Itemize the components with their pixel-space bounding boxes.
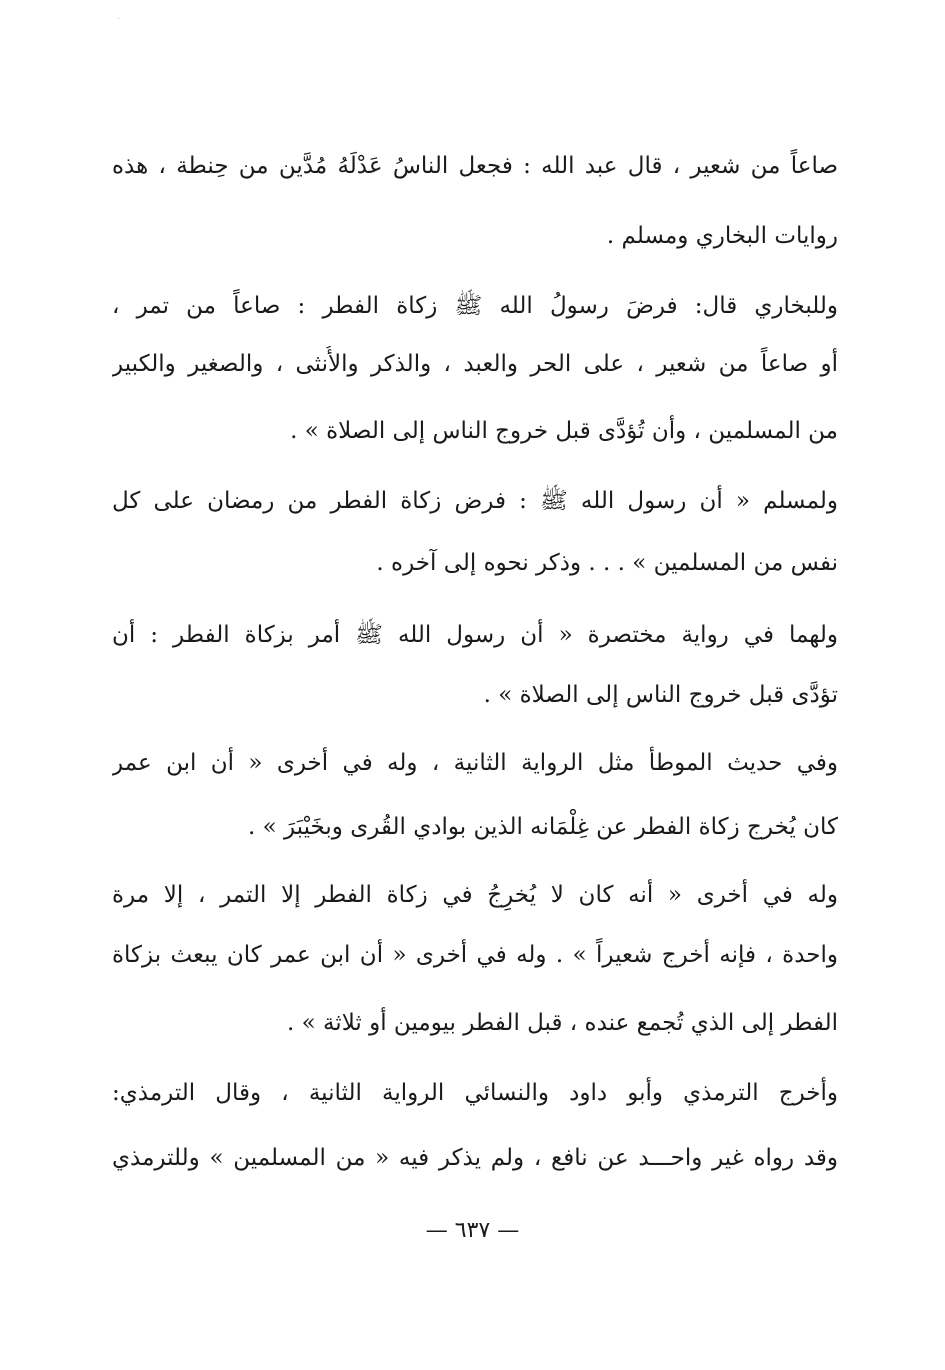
text-line-14: الفطر إلى الذي تُجمع عنده ، قبل الفطر بيومين أو ثلاثة » .	[286, 1010, 838, 1036]
text-line-11: كان يُخرج زكاة الفطر عن غِلْمَانه الذين بوادي القُرى وبخَيْبَرَ » .	[247, 814, 838, 840]
text-line-8: ولهما في رواية مختصرة « أن رسول الله ﷺ أمر بزكاة الفطر : أن	[112, 622, 838, 648]
text-line-9: تؤدَّى قبل خروج الناس إلى الصلاة » .	[483, 682, 838, 708]
text-line-1: صاعاً من شعير ، قال عبد الله : فجعل الناسُ عَدْلَهُ مُدَّين من حِنطة ، هذه	[112, 153, 838, 179]
text-line-5: من المسلمين ، وأن تُؤدَّى قبل خروج الناس إلى الصلاة » .	[290, 418, 838, 444]
text-line-12: وله في أخرى « أنه كان لا يُخرِجُ في زكاة الفطر إلا التمر ، إلا مرة	[112, 882, 838, 908]
page-number: — ٦٣٧ —	[425, 1218, 520, 1243]
text-line-2: روايات البخاري ومسلم .	[606, 223, 838, 249]
text-line-16: وقد رواه غير واحـــد عن نافع ، ولم يذكر فيه « من المسلمين » وللترمذي	[112, 1145, 838, 1171]
text-line-13: واحدة ، فإنه أخرج شعيراً » . وله في أخرى « أن ابن عمر كان يبعث بزكاة	[112, 942, 838, 968]
text-line-6: ولمسلم « أن رسول الله ﷺ : فرض زكاة الفطر من رمضان على كل	[112, 488, 838, 514]
text-line-15: وأخرج الترمذي وأبو داود والنسائي الرواية الثانية ، وقال الترمذي:	[112, 1080, 838, 1106]
text-line-7: نفس من المسلمين » . . . وذكر نحوه إلى آخره .	[376, 550, 838, 576]
text-line-10: وفي حديث الموطأ مثل الرواية الثانية ، وله في أخرى « أن ابن عمر	[112, 750, 838, 776]
text-line-3: وللبخاري قال: فرضَ رسولُ الله ﷺ زكاة الفطر : صاعاً من تمر ،	[112, 293, 838, 319]
text-line-4: أو صاعاً من شعير ، على الحر والعبد ، والذكر والأُنثى ، والصغير والكبير	[112, 351, 838, 377]
scan-mark	[118, 18, 119, 19]
